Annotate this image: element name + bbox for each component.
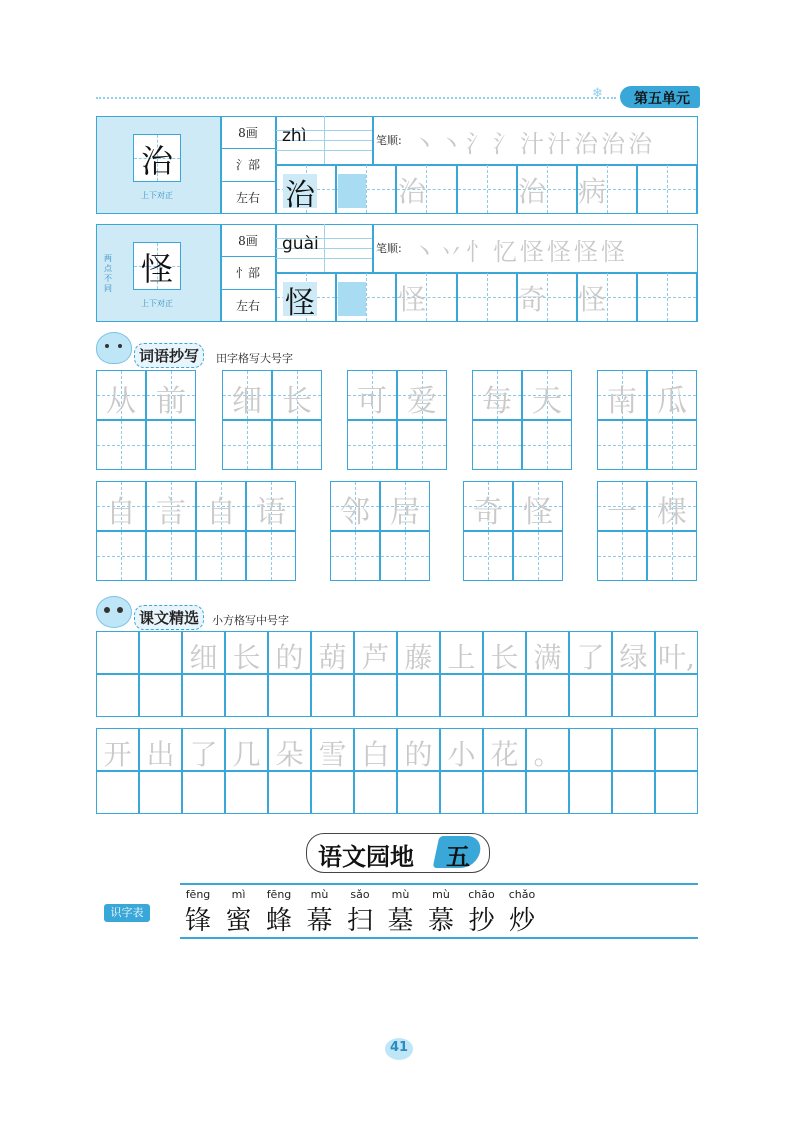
stroke-count: 8画 xyxy=(238,126,258,140)
model-char: 怪 xyxy=(140,250,173,288)
info-row-line xyxy=(220,148,276,149)
grid-guide-v xyxy=(622,421,623,469)
stroke-order-step: 丷 xyxy=(439,238,463,266)
grid-guide-v xyxy=(121,532,122,580)
passage-char: 出 xyxy=(146,738,175,771)
trace-char: 奇 xyxy=(473,495,503,530)
grid-guide-v xyxy=(372,421,373,469)
garden-bottom-line xyxy=(180,937,698,939)
garden-number: 五 xyxy=(446,842,470,871)
grid-guide-v xyxy=(366,273,367,321)
stroke-order-step: 丶 xyxy=(439,130,463,158)
passage-blank-cell[interactable] xyxy=(268,771,311,814)
char-pinyin: zhì xyxy=(282,126,307,146)
trace-char: 邻 xyxy=(340,495,370,530)
trace-char: 南 xyxy=(607,384,637,419)
passage-blank-cell[interactable] xyxy=(225,771,268,814)
writing-cell[interactable] xyxy=(457,272,517,322)
trace-char: 怪 xyxy=(397,283,426,316)
info-row-line xyxy=(220,181,276,182)
trace-char: 瓜 xyxy=(657,384,687,419)
trace-char: 棵 xyxy=(657,495,687,530)
passage-char: 花 xyxy=(490,738,519,771)
model-char-note: 上下对正 xyxy=(141,191,173,200)
garden-char: 幕 xyxy=(306,906,333,936)
passage-char: 绿 xyxy=(619,641,648,674)
grid-guide-v xyxy=(487,165,488,213)
passage-char: 藤 xyxy=(404,641,433,674)
garden-char: 抄 xyxy=(468,906,495,936)
passage-blank-cell[interactable] xyxy=(655,771,698,814)
header-dotted-line xyxy=(96,97,616,99)
word-blank-cell[interactable] xyxy=(397,420,447,470)
pinyin-end-line xyxy=(372,116,374,164)
grid-guide-v xyxy=(355,532,356,580)
trace-char: 言 xyxy=(156,495,186,530)
pinyin-area xyxy=(276,224,372,272)
word-blank-cell[interactable] xyxy=(647,420,697,470)
pinyin-divider xyxy=(324,224,325,272)
garden-char: 锋 xyxy=(184,906,211,936)
grid-guide-v xyxy=(171,532,172,580)
trace-char: 治 xyxy=(517,175,546,208)
passage-blank-cell[interactable] xyxy=(311,674,354,717)
trace-char: 爱 xyxy=(407,384,437,419)
garden-pinyin: mù xyxy=(432,888,450,901)
word-blank-cell[interactable] xyxy=(146,531,196,581)
writing-cell[interactable] xyxy=(637,272,697,322)
unit-label: 第五单元 xyxy=(634,91,690,107)
stroke-order-label: 笔顺: xyxy=(376,242,402,255)
passage-char: 的 xyxy=(275,641,304,674)
trace-char: 怪 xyxy=(523,495,553,530)
garden-pinyin: mù xyxy=(391,888,410,901)
garden-top-line xyxy=(180,883,698,885)
structure: 左右 xyxy=(235,299,260,313)
garden-char: 扫 xyxy=(346,906,373,936)
trace-char: 长 xyxy=(282,384,312,419)
char-pinyin: guài xyxy=(282,234,319,254)
stroke-order-step: 氵 xyxy=(493,130,517,158)
word-blank-cell[interactable] xyxy=(522,420,572,470)
passage-blank-cell[interactable] xyxy=(96,674,139,717)
word-blank-cell[interactable] xyxy=(347,420,397,470)
word-blank-cell[interactable] xyxy=(146,420,196,470)
grid-guide-v xyxy=(422,421,423,469)
passage-char: 长 xyxy=(232,641,261,674)
word-blank-cell[interactable] xyxy=(96,420,146,470)
pinyin-end-line xyxy=(372,224,374,272)
grid-guide-v xyxy=(672,532,673,580)
garden-title: 语文园地 xyxy=(318,842,414,871)
writing-cell[interactable] xyxy=(637,164,697,214)
stroke-order-step: 氵 xyxy=(466,130,490,158)
passage-blank-cell[interactable] xyxy=(612,771,655,814)
passage-char: 。 xyxy=(533,738,562,771)
model-char-side-note: 两点不同 xyxy=(104,254,112,293)
snowflake-icon: ❄ xyxy=(592,86,603,101)
word-blank-cell[interactable] xyxy=(597,420,647,470)
word-blank-cell[interactable] xyxy=(272,420,322,470)
passage-blank-cell[interactable] xyxy=(268,674,311,717)
passage-cell[interactable] xyxy=(655,728,698,771)
word-blank-cell[interactable] xyxy=(513,531,563,581)
info-row-line xyxy=(220,256,276,257)
trace-char: 语 xyxy=(256,495,286,530)
passage-blank-cell[interactable] xyxy=(655,674,698,717)
literacy-label: 识字表 xyxy=(104,904,150,922)
grid-guide-v xyxy=(405,532,406,580)
passage-cell[interactable] xyxy=(569,728,612,771)
grid-guide-v xyxy=(121,421,122,469)
garden-pinyin: chǎo xyxy=(508,888,536,901)
trace-char: 前 xyxy=(156,384,186,419)
stroke-order-step: 忆 xyxy=(493,238,517,266)
passage-cell[interactable] xyxy=(139,631,182,674)
copy-words-subtitle: 田字格写大号字 xyxy=(216,352,293,365)
passage-char: 小 xyxy=(447,738,476,771)
word-blank-cell[interactable] xyxy=(463,531,513,581)
grid-guide-v xyxy=(297,421,298,469)
info-row-line xyxy=(220,289,276,290)
word-blank-cell[interactable] xyxy=(380,531,430,581)
passage-blank-cell[interactable] xyxy=(354,771,397,814)
word-blank-cell[interactable] xyxy=(597,531,647,581)
garden-char: 蜜 xyxy=(225,906,252,936)
trace-char: 怪 xyxy=(577,283,606,316)
garden-pinyin: mì xyxy=(231,888,246,901)
garden-pinyin: sǎo xyxy=(350,888,370,901)
passage-char: 雪 xyxy=(318,738,347,771)
word-blank-cell[interactable] xyxy=(222,420,272,470)
stroke-order-step: 汁 xyxy=(547,130,571,158)
passage-blank-cell[interactable] xyxy=(182,771,225,814)
grid-guide-v xyxy=(538,532,539,580)
radical: 忄部 xyxy=(235,266,260,280)
word-blank-cell[interactable] xyxy=(472,420,522,470)
passage-blank-cell[interactable] xyxy=(311,771,354,814)
word-blank-cell[interactable] xyxy=(196,531,246,581)
word-blank-cell[interactable] xyxy=(647,531,697,581)
stroke-order-step: 忄 xyxy=(466,238,490,266)
stroke-order-step: 丶 xyxy=(412,238,436,266)
stroke-order-step: 治 xyxy=(601,130,625,158)
passage-blank-cell[interactable] xyxy=(440,771,483,814)
garden-char: 炒 xyxy=(508,906,535,936)
trace-char: 自 xyxy=(106,495,136,530)
stroke-order-step: 汁 xyxy=(520,130,544,158)
trace-stroke-highlight xyxy=(338,174,366,208)
passage-blank-cell[interactable] xyxy=(569,674,612,717)
stroke-order-step: 怪 xyxy=(601,238,625,266)
pinyin-divider xyxy=(324,116,325,164)
trace-char: 可 xyxy=(357,384,387,419)
cat-mascot-icon xyxy=(96,332,132,364)
passage-char: 长 xyxy=(490,641,519,674)
copy-words-title: 词语抄写 xyxy=(134,343,204,368)
stroke-order-step: 丶 xyxy=(412,130,436,158)
grid-guide-v xyxy=(622,532,623,580)
passage-blank-cell[interactable] xyxy=(354,674,397,717)
stroke-count: 8画 xyxy=(238,234,258,248)
passage-blank-cell[interactable] xyxy=(139,674,182,717)
write-model-char: 怪 xyxy=(285,286,315,321)
passage-char: 了 xyxy=(576,641,605,674)
grid-guide-v xyxy=(366,165,367,213)
passage-title: 课文精选 xyxy=(134,605,204,630)
trace-char: 细 xyxy=(232,384,262,419)
passage-char: 几 xyxy=(232,738,261,771)
trace-char: 治 xyxy=(397,175,426,208)
trace-char: 病 xyxy=(577,175,606,208)
stroke-order-step: 怪 xyxy=(520,238,544,266)
passage-blank-cell[interactable] xyxy=(483,674,526,717)
trace-char: 每 xyxy=(482,384,512,419)
word-blank-cell[interactable] xyxy=(246,531,296,581)
garden-pinyin: mù xyxy=(310,888,329,901)
garden-pinyin: fēng xyxy=(185,888,211,901)
grid-guide-v xyxy=(271,532,272,580)
grid-guide-v xyxy=(667,165,668,213)
trace-char: 从 xyxy=(106,384,136,419)
passage-blank-cell[interactable] xyxy=(483,771,526,814)
passage-char: 叶, xyxy=(658,641,695,674)
model-char-note: 上下对正 xyxy=(141,299,173,308)
passage-blank-cell[interactable] xyxy=(440,674,483,717)
passage-char: 满 xyxy=(533,641,562,674)
passage-cell[interactable] xyxy=(612,728,655,771)
grid-guide-v xyxy=(171,421,172,469)
grid-guide-v xyxy=(488,532,489,580)
stroke-order-step: 治 xyxy=(628,130,652,158)
stroke-order-step: 怪 xyxy=(547,238,571,266)
garden-pinyin: chāo xyxy=(468,888,495,901)
stroke-order-label: 笔顺: xyxy=(376,134,402,147)
grid-guide-v xyxy=(672,421,673,469)
word-blank-cell[interactable] xyxy=(330,531,380,581)
panda-mascot-icon xyxy=(96,596,132,628)
garden-char: 墓 xyxy=(387,906,414,936)
garden-char: 蜂 xyxy=(265,906,292,936)
passage-blank-cell[interactable] xyxy=(397,771,440,814)
passage-subtitle: 小方格写中号字 xyxy=(212,614,289,627)
passage-char: 了 xyxy=(189,738,218,771)
passage-blank-cell[interactable] xyxy=(139,771,182,814)
garden-char: 慕 xyxy=(427,906,454,936)
passage-char: 芦 xyxy=(361,641,390,674)
word-blank-cell[interactable] xyxy=(96,531,146,581)
writing-cell[interactable] xyxy=(457,164,517,214)
grid-guide-v xyxy=(667,273,668,321)
passage-char: 开 xyxy=(103,738,132,771)
grid-guide-v xyxy=(497,421,498,469)
passage-blank-cell[interactable] xyxy=(96,771,139,814)
trace-char: 居 xyxy=(390,495,420,530)
passage-char: 白 xyxy=(361,738,390,771)
passage-char: 葫 xyxy=(318,641,347,674)
page-number: 41 xyxy=(389,1040,409,1055)
passage-blank-cell[interactable] xyxy=(612,674,655,717)
trace-char: 奇 xyxy=(517,283,546,316)
trace-char: 天 xyxy=(532,384,562,419)
passage-blank-cell[interactable] xyxy=(569,771,612,814)
radical: 氵部 xyxy=(235,158,260,172)
grid-guide-v xyxy=(221,532,222,580)
grid-guide-v xyxy=(247,421,248,469)
write-model-char: 治 xyxy=(285,178,315,213)
passage-char: 上 xyxy=(447,641,476,674)
passage-cell[interactable] xyxy=(96,631,139,674)
grid-guide-v xyxy=(487,273,488,321)
passage-char: 的 xyxy=(404,738,433,771)
passage-blank-cell[interactable] xyxy=(526,771,569,814)
structure: 左右 xyxy=(235,191,260,205)
trace-stroke-highlight xyxy=(338,282,366,316)
pinyin-area xyxy=(276,116,372,164)
passage-blank-cell[interactable] xyxy=(397,674,440,717)
model-char: 治 xyxy=(140,142,173,180)
passage-blank-cell[interactable] xyxy=(526,674,569,717)
grid-guide-v xyxy=(547,421,548,469)
passage-blank-cell[interactable] xyxy=(225,674,268,717)
stroke-order-step: 治 xyxy=(574,130,598,158)
passage-char: 细 xyxy=(189,641,218,674)
passage-char: 朵 xyxy=(275,738,304,771)
trace-char: 自 xyxy=(206,495,236,530)
passage-blank-cell[interactable] xyxy=(182,674,225,717)
garden-pinyin: fēng xyxy=(266,888,292,901)
stroke-order-step: 怪 xyxy=(574,238,598,266)
trace-char: 一 xyxy=(607,495,637,530)
